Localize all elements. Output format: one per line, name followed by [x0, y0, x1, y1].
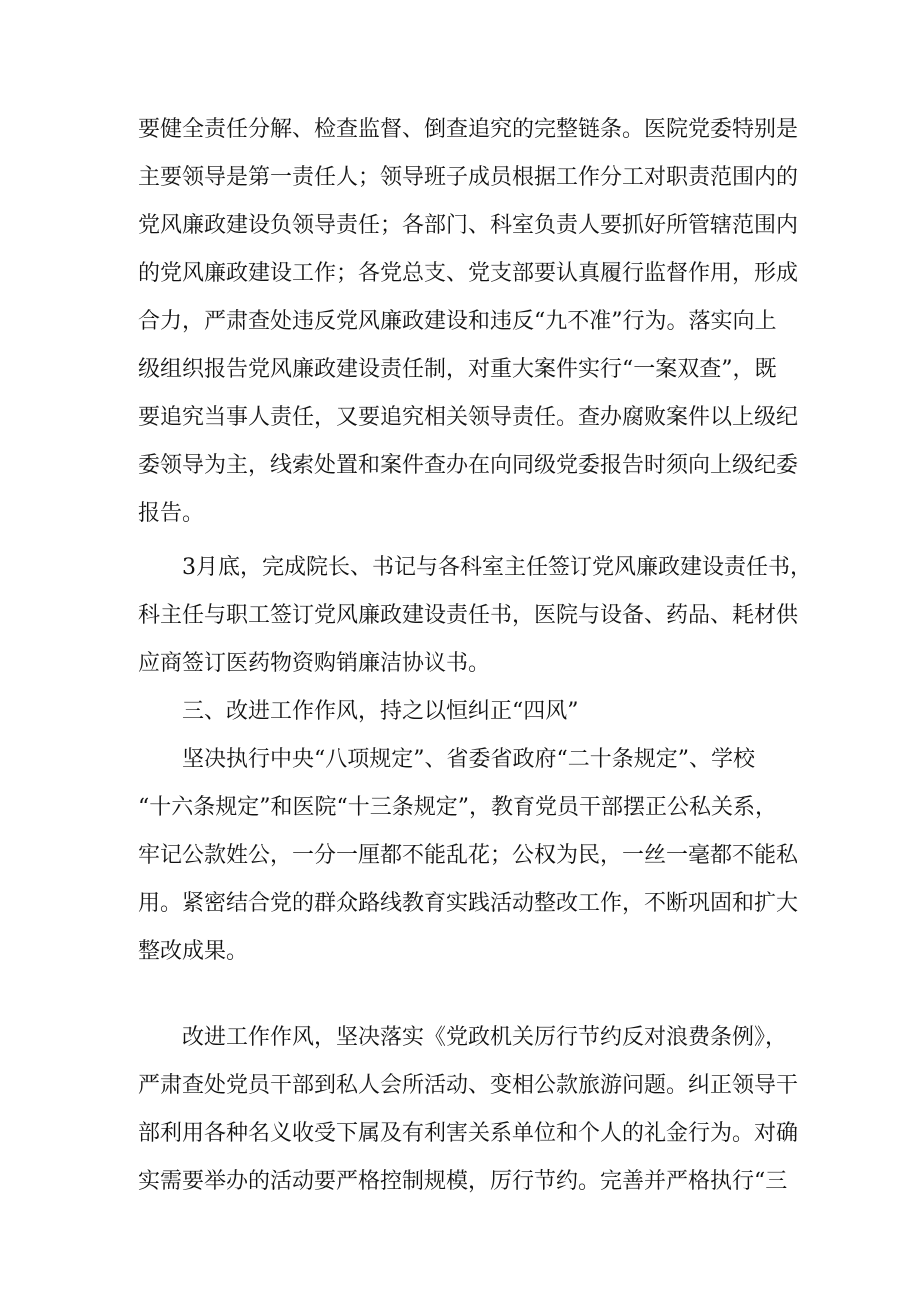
- text-line: 部利用各种名义收受下属及有利害关系单位和个人的礼金行为。对确: [138, 1121, 799, 1146]
- text-line: 级组织报告党风廉政建设责任制，对重大案件实行“一案双查”，既: [138, 357, 777, 382]
- section-heading: [138, 688, 798, 736]
- text-line: 委领导为主，线索处置和案件查办在向同级党委报告时须向上级纪委: [138, 453, 799, 478]
- paragraph-responsibility-letters: [138, 544, 812, 688]
- paragraph-responsibility-chain: [138, 106, 798, 538]
- text-line: 科主任与职工签订党风廉政建设责任书，医院与设备、药品、耗材供: [138, 603, 799, 628]
- text-line: 整改成果。: [138, 939, 249, 964]
- text-line: 实需要举办的活动要严格控制规模，厉行节约。完善并严格执行“三: [138, 1169, 788, 1194]
- text-line: 坚决执行中央“八项规定”、省委省政府“二十条规定”、学校: [182, 747, 755, 772]
- section-heading-text: 三、改进工作作风，持之以恒纠正“四风”: [182, 699, 579, 724]
- text-line: 要健全责任分解、检查监督、倒查追究的完整链条。医院党委特别是: [138, 117, 799, 142]
- text-line: 3月底，完成院长、书记与各科室主任签订党风廉政建设责任书，: [182, 555, 812, 580]
- text-line: 合力，严肃查处违反党风廉政建设和违反“九不准”行为。落实向上: [138, 309, 777, 334]
- text-line: 用。紧密结合党的群众路线教育实践活动整改工作，不断巩固和扩大: [138, 891, 799, 916]
- text-line: 要追究当事人责任，又要追究相关领导责任。查办腐败案件以上级纪: [138, 405, 799, 430]
- paragraph-work-style: [138, 1014, 798, 1206]
- text-line: 应商签订医药物资购销廉洁协议书。: [138, 651, 491, 676]
- paragraph-regulations: [138, 736, 798, 976]
- text-line: 严肃查处党员干部到私人会所活动、变相公款旅游问题。纠正领导干: [138, 1073, 799, 1098]
- text-line: 改进工作作风，坚决落实《党政机关厉行节约反对浪费条例》，: [182, 1025, 788, 1050]
- text-line: 牢记公款姓公，一分一厘都不能乱花；公权为民，一丝一毫都不能私: [138, 843, 799, 868]
- text-line: 党风廉政建设负领导责任；各部门、科室负责人要抓好所管辖范围内: [138, 213, 799, 238]
- text-line: 报告。: [138, 501, 205, 526]
- text-line: 的党风廉政建设工作；各党总支、党支部要认真履行监督作用，形成: [138, 261, 799, 286]
- text-line: 主要领导是第一责任人；领导班子成员根据工作分工对职责范围内的: [138, 165, 799, 190]
- text-line: “十六条规定”和医院“十三条规定”，教育党员干部摆正公私关系，: [138, 795, 777, 820]
